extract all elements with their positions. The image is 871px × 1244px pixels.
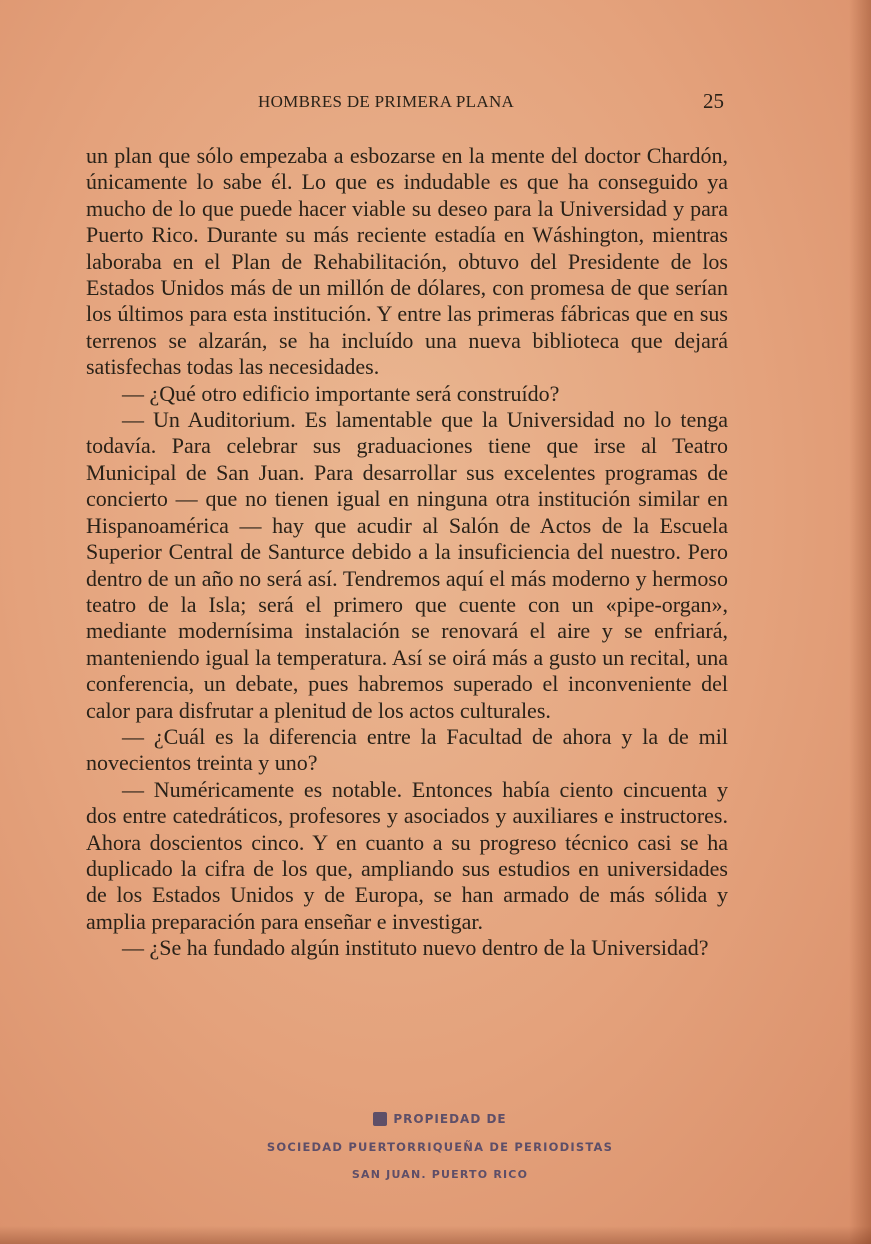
page-bottom-shadow [0, 1226, 871, 1244]
stamp-line-2: SOCIEDAD PUERTORRIQUEÑA DE PERIODISTAS [266, 1140, 614, 1154]
stamp-line-1 [250, 1112, 630, 1126]
running-title: HOMBRES DE PRIMERA PLANA [258, 92, 515, 111]
paragraph-6: — ¿Se ha fundado algún instituto nuevo dentro de la Universidad? [122, 935, 709, 961]
page-header [0, 89, 871, 116]
page-edge-shadow [849, 0, 871, 1244]
paragraph-1: un plan que sólo empezaba a esbozarse en la mente del doctor Chardón, únicamente lo sabe él. Lo que es indudable es que ha conseguido ya mucho de lo que puede hacer viable su deseo para la Universidad y para Puerto Rico. Durante su más reciente estadía en Wáshington, mientras laboraba en el Plan de Rehabilitación, obtuvo del Presidente de los Estados Unidos más de un millón de dólares, con promesa de que serían los últimos para esta institución. Y entre las primeras fábricas que en sus terrenos se alzarán, se ha incluído una nueva biblioteca que dejará satisfechas todas las necesidades. [86, 143, 728, 380]
stamp-emblem-icon [373, 1112, 387, 1126]
paragraph-4: — ¿Cuál es la diferencia entre la Facultad de ahora y la de mil novecientos treinta y uno? [86, 723, 728, 776]
page-number: 25 [703, 89, 724, 113]
body-text [86, 143, 728, 962]
ownership-stamp [250, 1112, 630, 1181]
paragraph-5: — Numéricamente es notable. Entonces había ciento cincuenta y dos entre catedráticos, profesores y asociados y auxiliares e instructores. Ahora doscientos cinco. Y en cuanto a su progreso técnico casi se ha duplicado la cifra de los que, ampliando sus estudios en universidades de los Estados Unidos y de Europa, se han armado de más sólida y amplia preparación para enseñar e investigar. [86, 776, 728, 934]
stamp-line-1-text: PROPIEDAD DE [393, 1112, 507, 1126]
stamp-line-3: SAN JUAN. PUERTO RICO [351, 1168, 529, 1181]
paragraph-2: — ¿Qué otro edificio importante será construído? [122, 380, 560, 406]
paragraph-3: — Un Auditorium. Es lamentable que la Universidad no lo tenga todavía. Para celebrar sus graduaciones tiene que irse al Teatro Municipal de San Juan. Para desarrollar sus excelentes programas de concierto — que no tienen igual en ninguna otra institución similar en Hispanoamérica — hay que acudir al Salón de Actos de la Escuela Superior Central de Santurce debido a la insuficiencia del nuestro. Pero dentro de un año no será así. Tendremos aquí el más moderno y hermoso teatro de la Isla; será el primero que cuente con un «pipe-organ», mediante modernísima instalación se renovará el aire y se enfriará, manteniendo igual la temperatura. Así se oirá más a gusto un recital, una conferencia, un debate, pues habremos superado el inconveniente del calor para disfrutar a plenitud de los actos culturales. [86, 407, 728, 723]
